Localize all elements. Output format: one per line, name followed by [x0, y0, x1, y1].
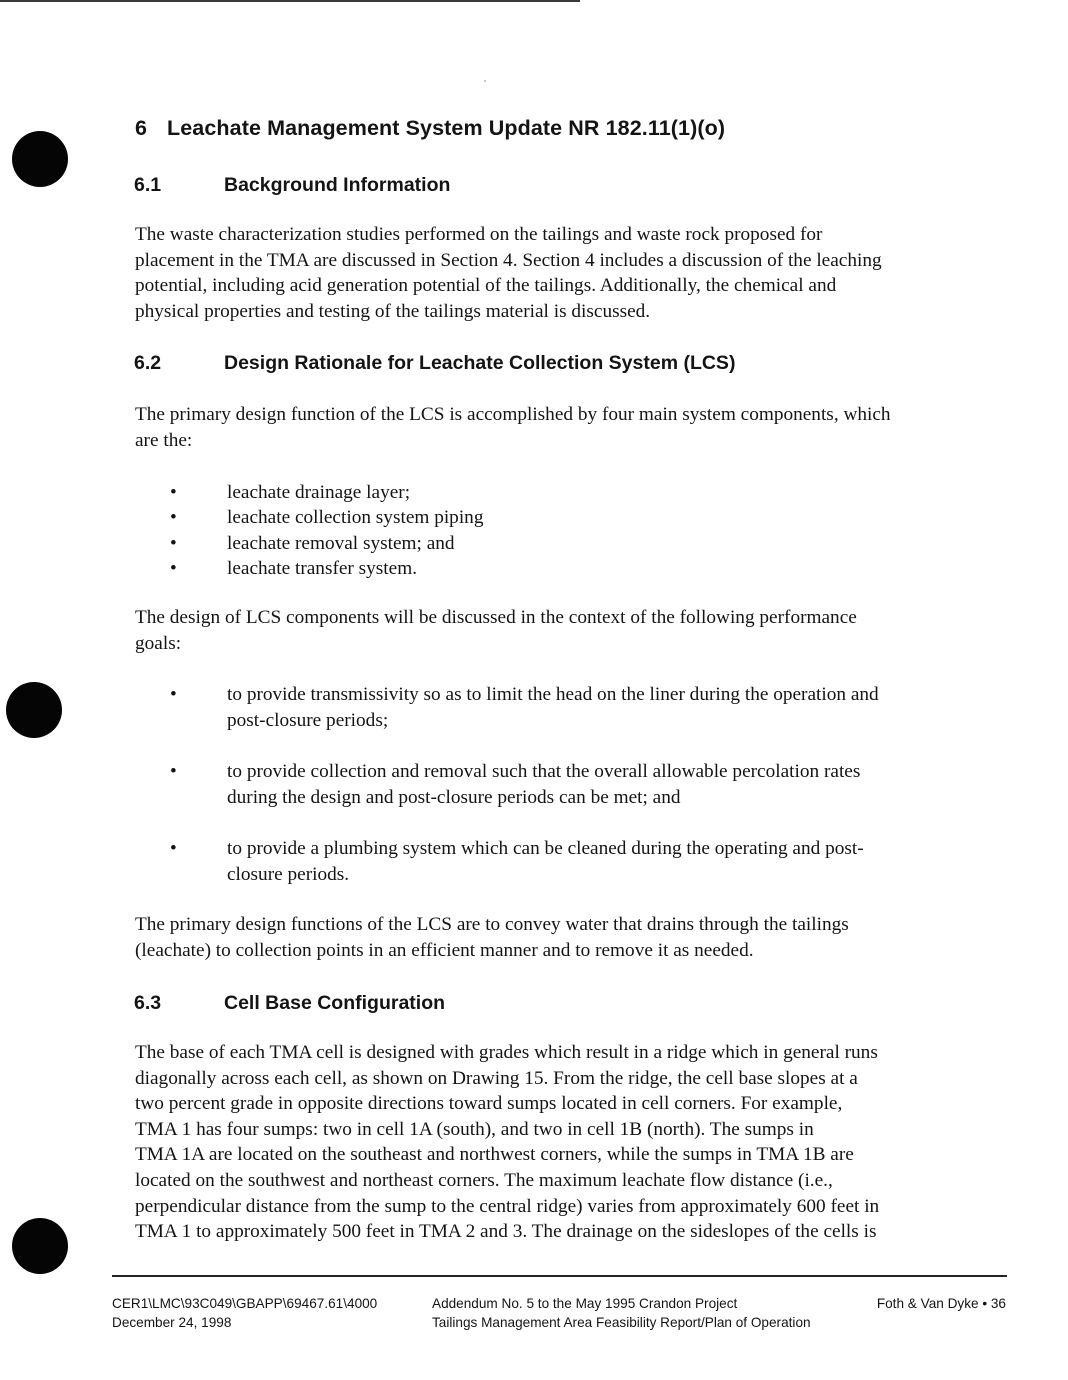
list-item — [170, 505, 483, 530]
footer-center — [432, 1294, 811, 1332]
scan-top-edge-line — [0, 0, 580, 2]
list-item — [170, 480, 483, 505]
bullet: • — [170, 838, 177, 860]
text-line: closure periods. — [227, 863, 350, 885]
section-number: 6.3 — [134, 992, 162, 1014]
components-list — [170, 480, 483, 582]
bullet: • — [170, 761, 177, 783]
text-line: to provide transmissivity so as to limit the head on the liner during the operation and — [227, 684, 879, 705]
text-line: The base of each TMA cell is designed with grades which result in a ridge which in general runs — [135, 1042, 878, 1063]
text-line: diagonally across each cell, as shown on Drawing 15. From the ridge, the cell base slopes at a — [135, 1067, 858, 1089]
list-item — [170, 836, 970, 887]
text-line: two percent grade in opposite directions toward sumps located in cell corners. For example, — [135, 1093, 843, 1115]
chapter-title: Leachate Management System Update NR 182.11(1)(o) — [167, 116, 726, 140]
section-heading-6-3 — [134, 992, 445, 1015]
cell-base-paragraph — [135, 1040, 975, 1245]
section-title: Design Rationale for Leachate Collection System (LCS) — [224, 352, 736, 374]
lcs-intro-paragraph — [135, 402, 975, 453]
text-line: TMA 1A are located on the southeast and northwest corners, while the sumps in TMA 1B are — [135, 1144, 854, 1166]
text-line: (leachate) to collection points in an efficient manner and to remove it as needed. — [135, 939, 754, 961]
section-number: 6.2 — [134, 352, 162, 374]
text-line: The primary design functions of the LCS are to convey water that drains through the tailings — [135, 914, 849, 935]
text-line: post-closure periods; — [227, 709, 389, 731]
list-item — [170, 556, 483, 581]
lcs-closing-paragraph — [135, 912, 975, 963]
footer-file-path: CER1\LMC\93C049\GBAPP\69467.61\4000 — [112, 1296, 378, 1311]
section-heading-6-2 — [134, 352, 735, 375]
text-line: perpendicular distance from the sump to the central ridge) varies from approximately 600 feet in — [135, 1195, 880, 1217]
footer-document-subtitle: Tailings Management Area Feasibility Report/Plan of Operation — [432, 1315, 811, 1330]
background-paragraph — [135, 222, 975, 324]
bullet: • — [170, 684, 177, 705]
text-line: physical properties and testing of the tailings material is discussed. — [135, 300, 651, 322]
bullet: • — [170, 507, 177, 529]
text-line: placement in the TMA are discussed in Section 4. Section 4 includes a discussion of the leaching — [135, 249, 882, 271]
footer-firm-page-number: Foth & Van Dyke • 36 — [876, 1296, 1006, 1311]
text-line: The waste characterization studies performed on the tailings and waste rock proposed for — [135, 224, 823, 245]
bullet: • — [170, 558, 177, 580]
text-line: located on the southwest and northeast corners. The maximum leachate flow distance (i.e., — [135, 1169, 833, 1191]
text-line: potential, including acid generation potential of the tailings. Additionally, the chemical and — [135, 275, 837, 297]
text-line: to provide a plumbing system which can be cleaned during the operating and post- — [227, 838, 864, 860]
text-line: to provide collection and removal such that the overall allowable percolation rates — [227, 761, 861, 783]
section-title: Cell Base Configuration — [224, 992, 446, 1014]
footer-right — [877, 1294, 1006, 1313]
footer-document-title: Addendum No. 5 to the May 1995 Crandon Project — [432, 1296, 738, 1311]
text-line: during the design and post-closure periods can be met; and — [227, 786, 681, 808]
punch-hole-bottom — [12, 1218, 68, 1274]
section-title: Background Information — [224, 174, 451, 196]
goals-intro-paragraph — [135, 605, 975, 656]
chapter-number: 6 — [135, 116, 148, 140]
punch-hole-top — [12, 131, 68, 187]
performance-goals-list — [170, 682, 970, 914]
section-number: 6.1 — [134, 174, 162, 196]
footer-divider — [112, 1275, 1007, 1277]
list-item-text: leachate removal system; and — [227, 532, 455, 554]
text-line: goals: — [135, 632, 182, 654]
list-item — [170, 759, 970, 810]
footer-date: December 24, 1998 — [112, 1315, 232, 1330]
text-line: are the: — [135, 429, 193, 451]
text-line: TMA 1 to approximately 500 feet in TMA 2 and 3. The drainage on the sideslopes of the cells is — [135, 1221, 877, 1243]
footer-left — [112, 1294, 377, 1332]
text-line: TMA 1 has four sumps: two in cell 1A (south), and two in cell 1B (north). The sumps in — [135, 1118, 814, 1140]
list-item — [170, 682, 970, 733]
list-item-text: leachate transfer system. — [227, 558, 418, 580]
chapter-heading — [135, 116, 725, 141]
list-item — [170, 531, 483, 556]
scan-speck — [484, 80, 486, 82]
list-item-text: leachate drainage layer; — [227, 482, 411, 503]
text-line: The design of LCS components will be discussed in the context of the following performance — [135, 607, 857, 628]
text-line: The primary design function of the LCS is accomplished by four main system components, which — [135, 404, 891, 425]
bullet: • — [170, 532, 177, 554]
punch-hole-middle — [6, 682, 62, 738]
list-item-text: leachate collection system piping — [227, 507, 484, 529]
bullet: • — [170, 482, 177, 503]
section-heading-6-1 — [134, 174, 450, 197]
